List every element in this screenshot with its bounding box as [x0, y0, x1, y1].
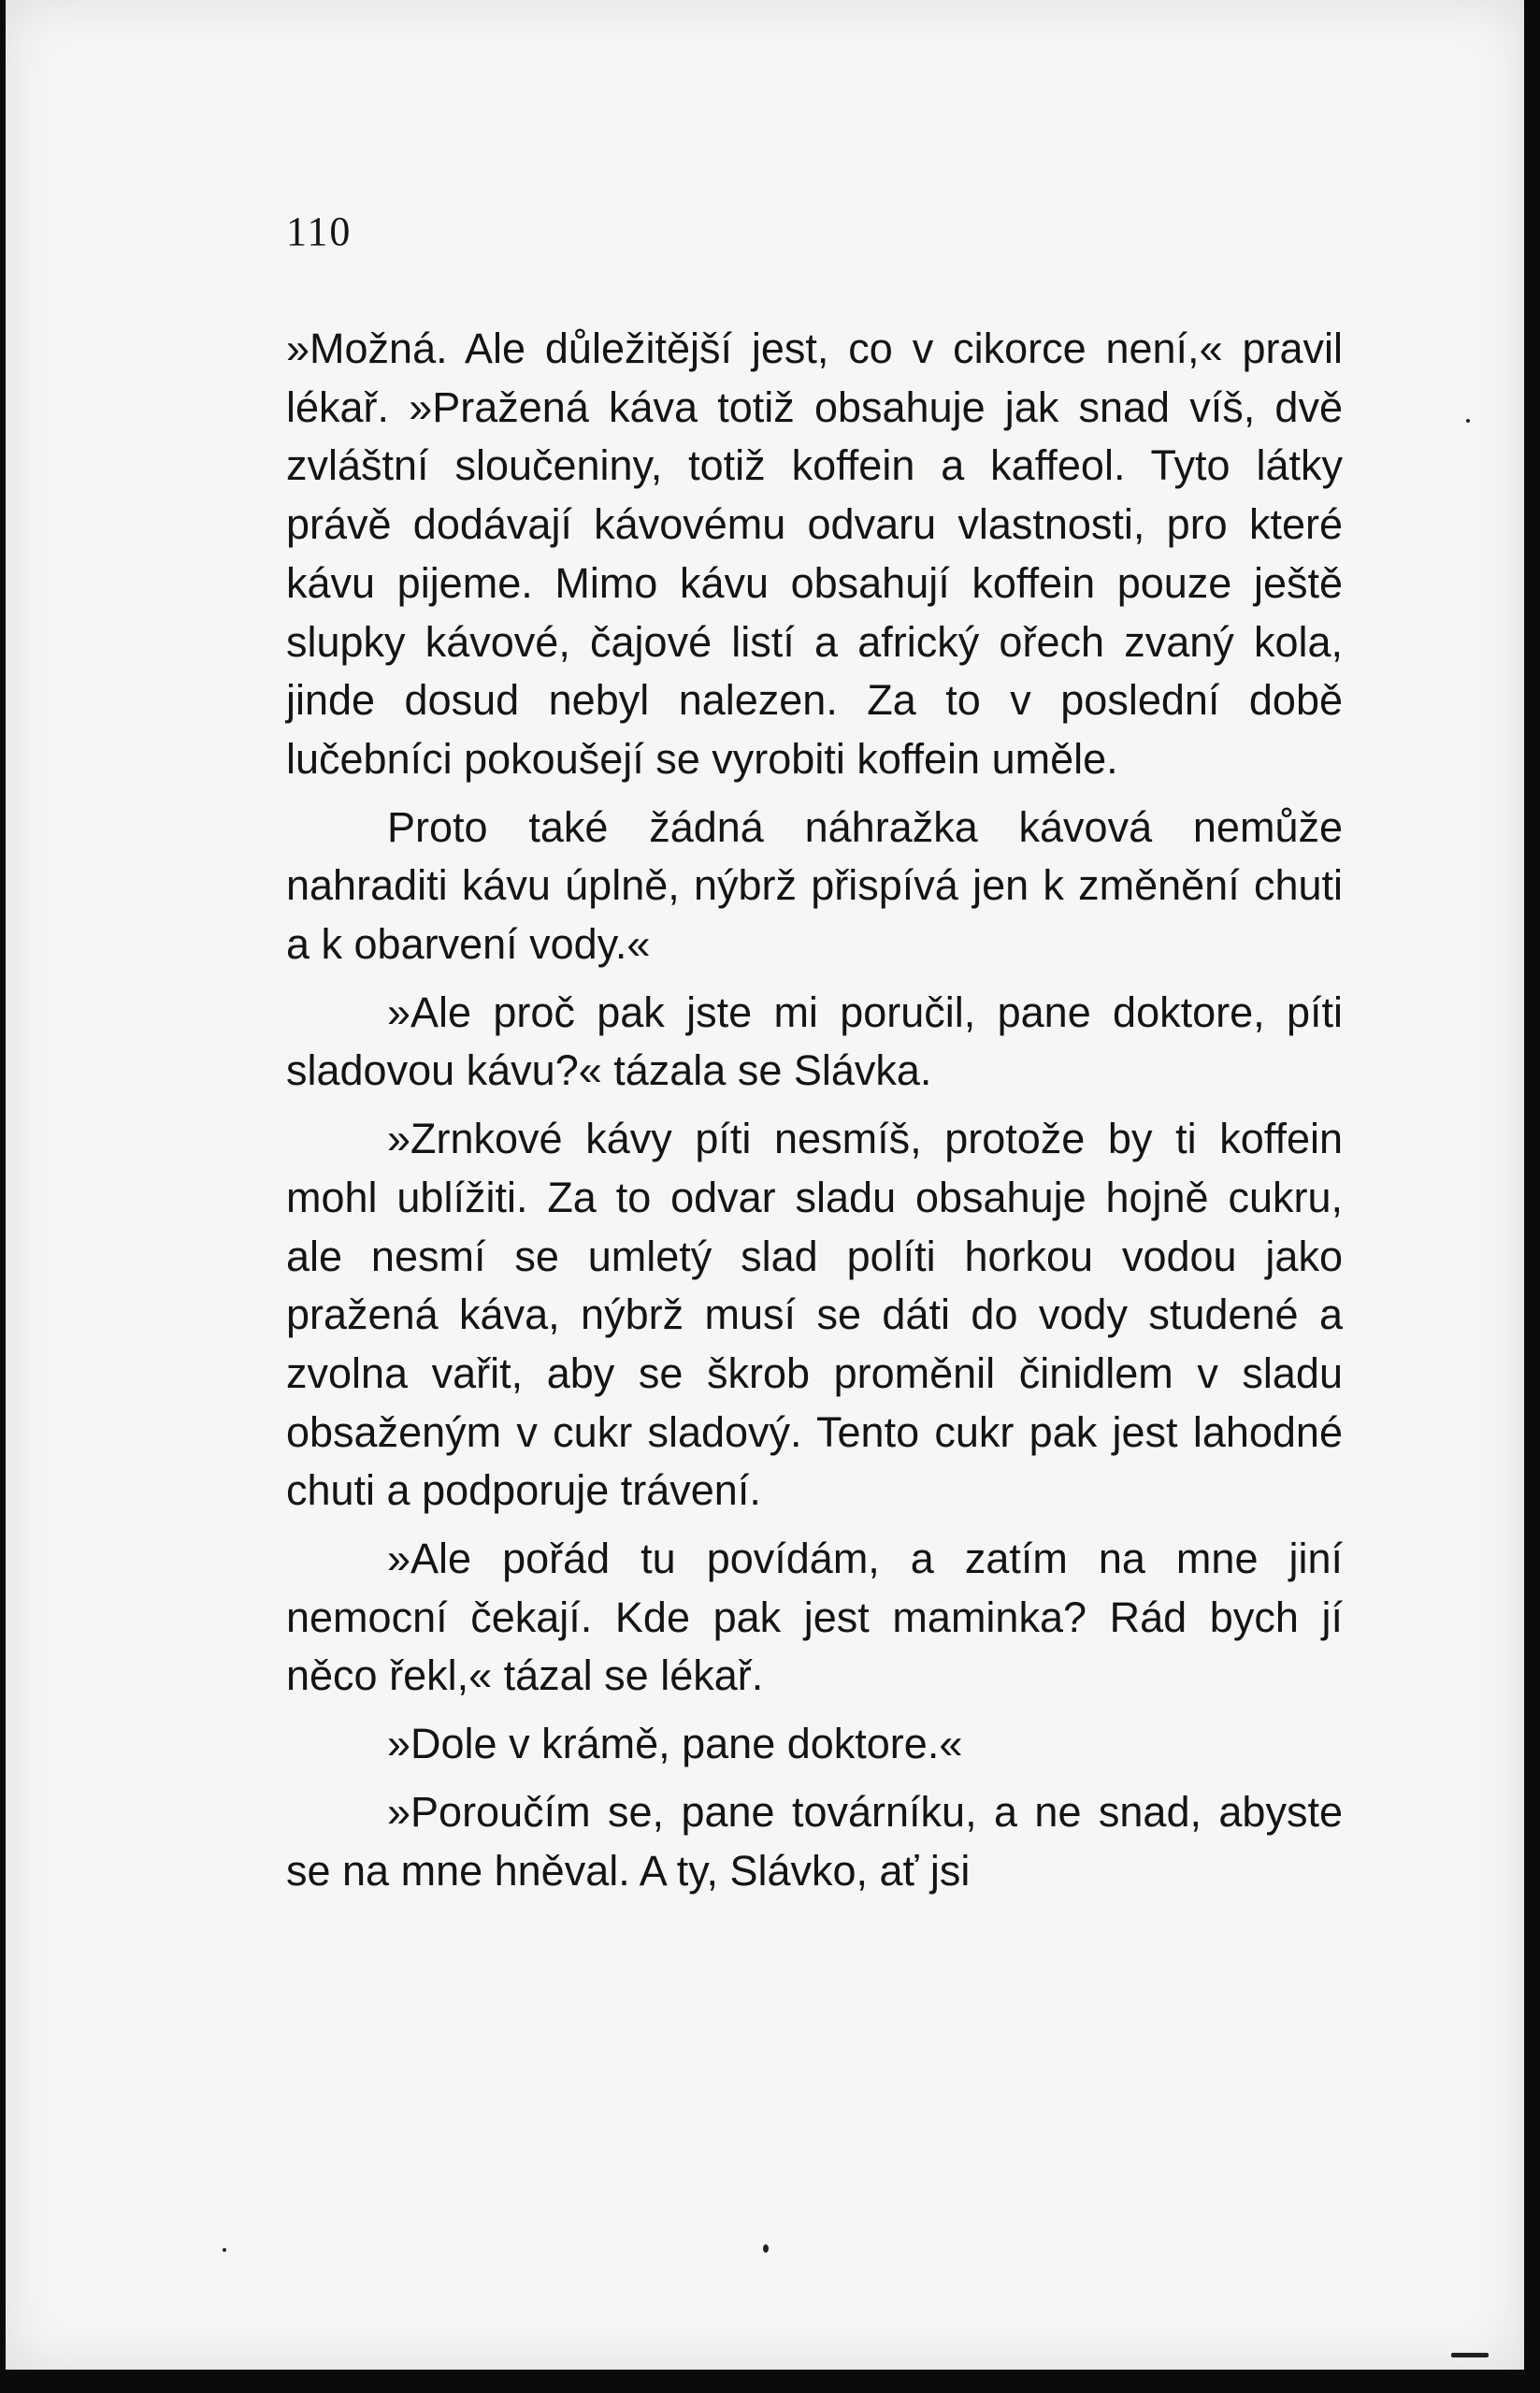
paragraph-coffee-substances: »Možná. Ale důležitější jest, co v cikorce není,« pravil lékař. »Pražená káva totiž obsahuje jak snad víš, dvě zvláštní sloučeniny, totiž koffein a kaffeol. Tyto látky právě dodávají kávovému odvaru vlastnosti, pro které kávu pijeme. Mimo kávu obsahují koffein pouze ještě slupky kávové, čajové listí a africký ořech zvaný kola, jinde dosud nebyl nalezen. Za to v poslední době lučebníci pokoušejí se vyrobiti koffein uměle. — [286, 324, 1343, 783]
paper-speck — [223, 2248, 226, 2252]
paper-speck — [763, 2244, 769, 2253]
book-page — [6, 0, 1524, 2370]
paragraph-farewell: »Poroučím se, pane továrníku, a ne snad, abyste se na mne hněval. A ty, Slávko, ať jsi — [286, 1787, 1343, 1895]
paragraph-slavka-question: »Ale proč pak jste mi poručil, pane doktore, píti sladovou kávu?« tázala se Slávka. — [286, 987, 1343, 1095]
paper-speck — [1451, 2353, 1489, 2357]
page-number: 110 — [286, 209, 353, 254]
paragraph-substitutes: Proto také žádná náhražka kávová nemůže nahraditi kávu úplně, nýbrž přispívá jen k změnění chuti a k obarvení vody.« — [286, 802, 1343, 969]
paper-speck — [1466, 419, 1470, 423]
paragraph-malt-coffee: »Zrnkové kávy píti nesmíš, protože by ti koffein mohl ublížiti. Za to odvar sladu obsahuje hojně cukru, ale nesmí se umletý slad políti horkou vodou jako pražená káva, nýbrž musí se dáti do vody studené a zvolna vařit, aby se škrob proměnil činidlem v sladu obsaženým v cukr sladový. Tento cukr pak jest lahodné chuti a podporuje trávení. — [286, 1115, 1343, 1515]
body-text — [286, 320, 1343, 1900]
paragraph-mother-location: »Dole v krámě, pane doktore.« — [387, 1720, 963, 1768]
paragraph-doctor-leaving: »Ale pořád tu povídám, a zatím na mne jiní nemocní čekají. Kde pak jest maminka? Rád bych jí něco řekl,« tázal se lékař. — [286, 1535, 1343, 1700]
